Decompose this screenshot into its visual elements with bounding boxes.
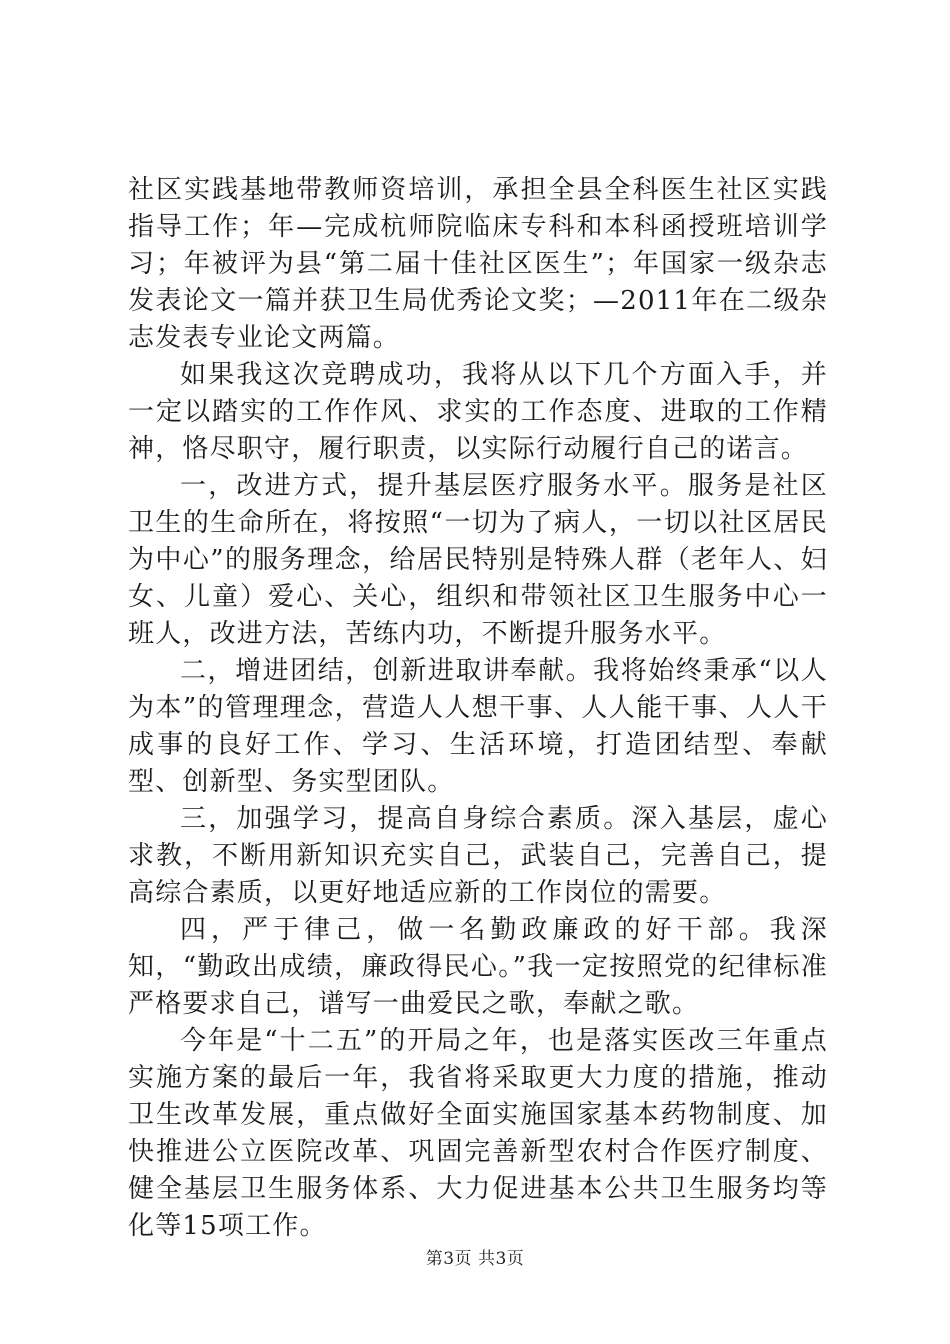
paragraph-point-two: 二，增进团结，创新进取讲奉献。我将始终秉承“以人为本”的管理理念，营造人人想干事、人人能干事、人人干成事的良好工作、学习、生活环境，打造团结型、奉献型、创新型、务实型团队。 [128,656,828,797]
page-number-footer: 第3页 共3页 [425,1249,525,1269]
document-body [128,172,828,1245]
paragraph-continuation: 社区实践基地带教师资培训，承担全县全科医生社区实践指导工作；年—完成杭师院临床专科和本科函授班培训学习；年被评为县“第二届十佳社区医生”；年国家一级杂志发表论文一篇并获卫生局优秀论文奖；—2011年在二级杂志发表专业论文两篇。 [128,175,828,353]
paragraph-point-three: 三，加强学习，提高自身综合素质。深入基层，虚心求教，不断用新知识充实自己，武装自己，完善自己，提高综合素质，以更好地适应新的工作岗位的需要。 [128,804,828,908]
paragraph-intro: 如果我这次竞聘成功，我将从以下几个方面入手，并一定以踏实的工作作风、求实的工作态度、进取的工作精神，恪尽职守，履行职责，以实际行动履行自己的诺言。 [128,360,828,464]
paragraph-point-one: 一，改进方式，提升基层医疗服务水平。服务是社区卫生的生命所在，将按照“一切为了病人，一切以社区居民为中心”的服务理念，给居民特别是特殊人群（老年人、妇女、儿童）爱心、关心，组织和带领社区卫生服务中心一班人，改进方法，苦练内功，不断提升服务水平。 [128,471,828,649]
paragraph-point-four: 四，严于律己，做一名勤政廉政的好干部。我深知，“勤政出成绩，廉政得民心。”我一定按照党的纪律标准严格要求自己，谱写一曲爱民之歌，奉献之歌。 [128,915,828,1019]
paragraph-conclusion: 今年是“十二五”的开局之年，也是落实医改三年重点实施方案的最后一年，我省将采取更大力度的措施，推动卫生改革发展，重点做好全面实施国家基本药物制度、加快推进公立医院改革、巩固完善新型农村合作医疗制度、健全基层卫生服务体系、大力促进基本公共卫生服务均等化等15项工作。 [128,1026,828,1241]
